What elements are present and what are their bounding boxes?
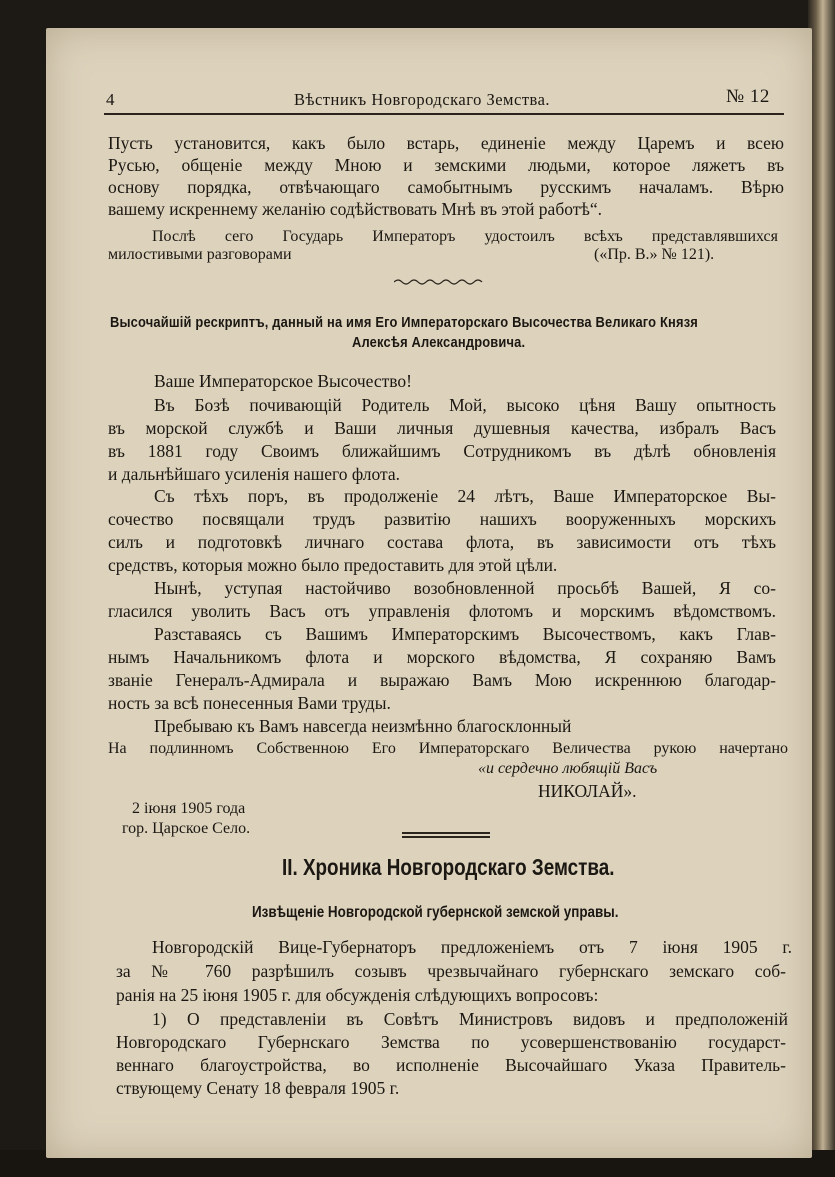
chronicle-line: Новгородскій Вице-Губернаторъ предложеніемъ отъ 7 іюня 1905 г.: [152, 937, 792, 957]
intro-line: Русью, общеніе между Мною и земскими людьми, которое ляжетъ въ: [108, 155, 784, 175]
section-subtitle: Извѣщеніе Новгородской губернской земской управы.: [252, 904, 619, 921]
rescript-line: Пребываю къ Вамъ навсегда неизмѣнно благосклонный: [154, 716, 572, 736]
rescript-place: гор. Царское Село.: [122, 820, 251, 837]
rescript-line: званіе Генералъ-Адмирала и выражаю Вамъ Мою искреннюю благодар-: [108, 670, 776, 690]
closing-line: Послѣ сего Государь Императоръ удостоилъ всѣхъ представлявшихся: [152, 228, 778, 245]
intro-line: основу порядка, отвѣчающаго самобытнымъ русскимъ началамъ. Вѣрю: [108, 177, 784, 197]
rescript-line: въ морской службѣ и Ваши личныя душевныя качества, избралъ Васъ: [108, 418, 776, 438]
document-page: [46, 28, 812, 1158]
rescript-line: Разставаясь съ Вашимъ Императорскимъ Высочествомъ, какъ Глав-: [154, 624, 776, 644]
rescript-line: ность за всѣ понесенныя Вами труды.: [108, 693, 391, 713]
rescript-date: 2 іюня 1905 года: [132, 800, 246, 817]
issue-number: № 12: [726, 86, 770, 107]
signature: НИКОЛАЙ».: [538, 781, 637, 801]
section-rule-top: [402, 832, 490, 834]
rescript-title-line2: Алексѣя Александровича.: [352, 334, 526, 351]
section-rule-bottom: [402, 836, 490, 838]
intro-line: Пусть установится, какъ было встарь, единеніе между Царемъ и всею: [108, 133, 784, 153]
chronicle-line: ствующему Сенату 18 февраля 1905 г.: [116, 1078, 400, 1098]
chronicle-line: ранія на 25 іюня 1905 г. для обсужденія слѣдующихъ вопросовъ:: [116, 985, 599, 1005]
journal-title: Вѣстникъ Новгородскаго Земства.: [294, 90, 551, 109]
rescript-line: и дальнѣйшаго усиленія нашего флота.: [108, 464, 401, 484]
rescript-line: средствъ, которыя можно было предоставить для этой цѣли.: [108, 555, 558, 575]
chronicle-line: за № 760 разрѣшилъ созывъ чрезвычайнаго губернскаго земскаго соб-: [116, 961, 786, 981]
rescript-line: сочество посвящали трудъ развитію нашихъ вооруженныхъ морскихъ: [108, 509, 776, 529]
closing-line: милостивыми разговорами: [108, 246, 292, 263]
rescript-salutation: Ваше Императорское Высочество!: [154, 371, 413, 391]
chronicle-line: Новгородскаго Губернскаго Земства по усовершенствованію государст-: [116, 1032, 786, 1052]
section-title: II. Хроника Новгородскаго Земства.: [282, 854, 615, 880]
rescript-line: нымъ Начальникомъ флота и морского вѣдомства, Я сохраняю Вамъ: [108, 647, 776, 667]
rescript-line: силъ и подготовкѣ личнаго состава флота, въ зависимости отъ тѣхъ: [108, 532, 776, 552]
autograph-text: «и сердечно любящій Васъ: [478, 760, 658, 777]
source-reference: («Пр. В.» № 121).: [594, 246, 715, 263]
rescript-title-line1: Высочайшій рескриптъ, данный на имя Его Императорскаго Высочества Великаго Князя: [110, 314, 698, 331]
chronicle-line: веннаго благоустройства, во исполненіе Высочайшаго Указа Правитель-: [116, 1055, 786, 1075]
page-number: 4: [106, 90, 115, 109]
rescript-line: гласился уволить Васъ отъ управленія флотомъ и морскимъ вѣдомствомъ.: [108, 601, 776, 621]
wavy-divider: [394, 278, 486, 286]
adjacent-page-edge: [808, 0, 835, 1177]
rescript-line: въ 1881 году Своимъ ближайшимъ Сотрудникомъ въ дѣлѣ обновленія: [108, 441, 776, 461]
rescript-line: Въ Бозѣ почивающій Родитель Мой, высоко цѣня Вашу опытность: [154, 395, 776, 415]
header-rule: [104, 113, 784, 115]
chronicle-line: 1) О представленіи въ Совѣтъ Министровъ видовъ и предположеній: [152, 1009, 788, 1029]
intro-line: вашему искреннему желанію содѣйствовать Мнѣ въ этой работѣ“.: [108, 199, 603, 219]
rescript-line: Нынѣ, уступая настойчиво возобновленной просьбѣ Вашей, Я со-: [154, 578, 776, 598]
autograph-note: На подлинномъ Собственною Его Императорскаго Величества рукою начертано: [108, 740, 788, 757]
rescript-line: Съ тѣхъ поръ, въ продолженіе 24 лѣтъ, Ваше Императорское Вы-: [154, 486, 776, 506]
